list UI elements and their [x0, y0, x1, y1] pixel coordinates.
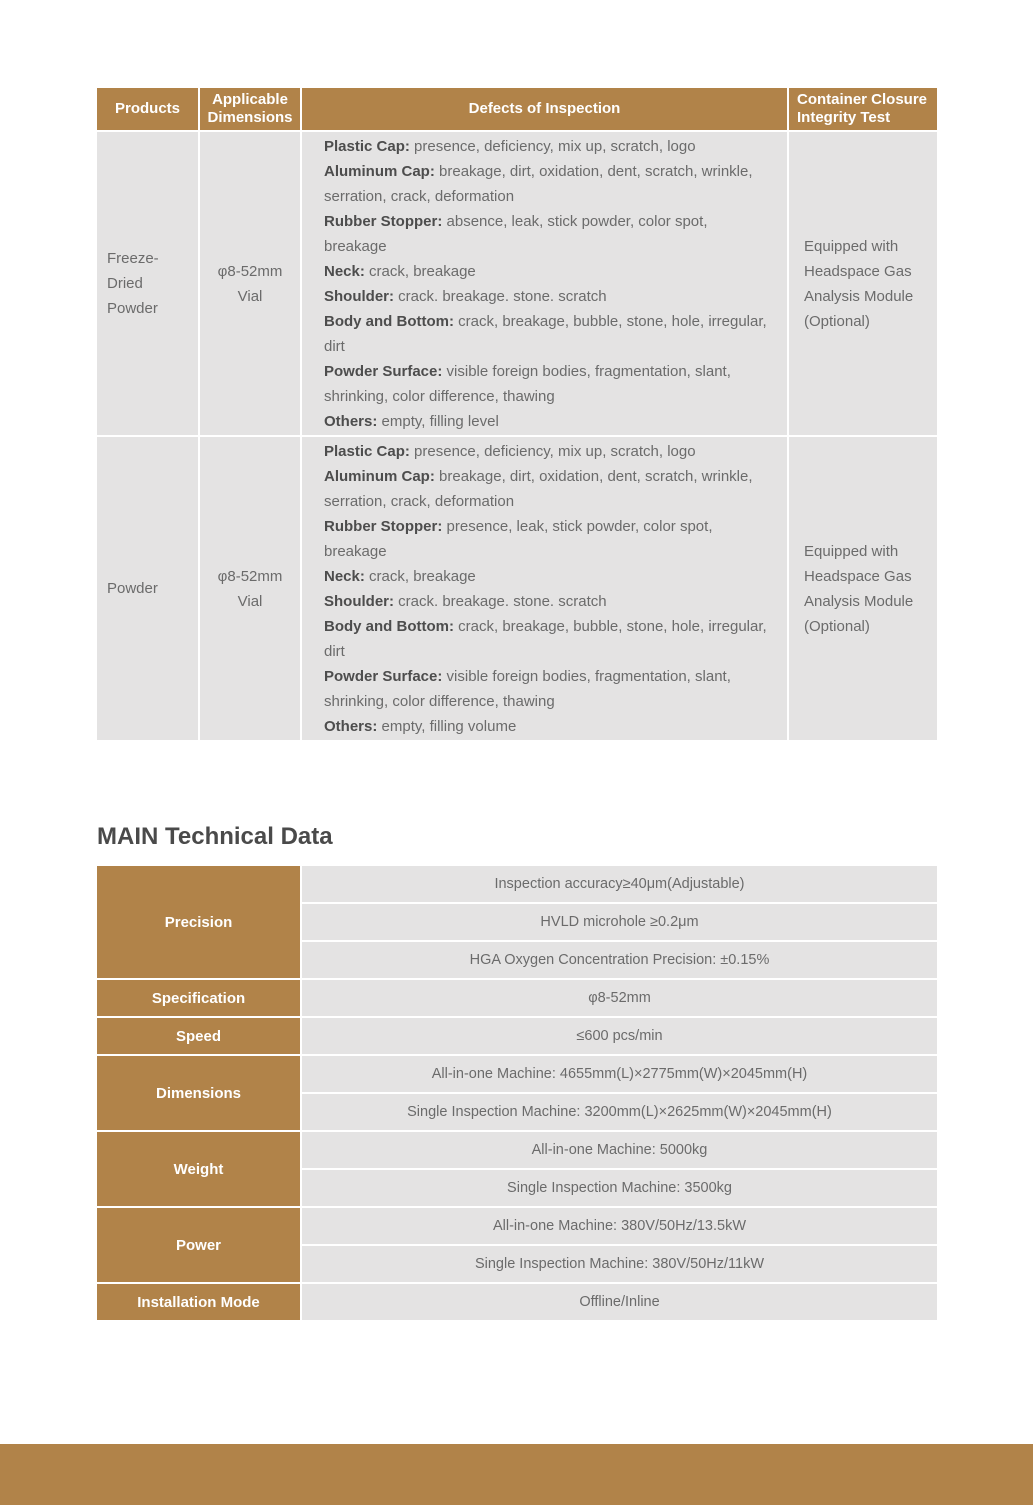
dimensions-cell	[200, 132, 300, 435]
defect-label: Rubber Stopper:	[324, 212, 443, 230]
tech-value: All-in-one Machine: 5000kg	[302, 1132, 937, 1168]
tech-label: Specification	[97, 980, 300, 1016]
product-cell	[97, 132, 198, 435]
defect-label: Plastic Cap:	[324, 137, 410, 155]
tech-values	[302, 866, 937, 978]
defect-item	[324, 359, 769, 409]
defect-text: crack, breakage, bubble, stone, hole, irregular, dirt	[324, 312, 767, 355]
defect-text: crack, breakage	[369, 567, 476, 585]
dimension-line: φ8-52mm	[217, 262, 283, 280]
header-products: Products	[97, 88, 198, 130]
defect-item	[324, 284, 769, 309]
defect-text: empty, filling level	[381, 412, 499, 430]
defect-item	[324, 614, 769, 664]
tech-values	[302, 1132, 937, 1206]
tech-label: Speed	[97, 1018, 300, 1054]
defect-item	[324, 409, 769, 434]
header-applicable-dimensions: Applicable Dimensions	[200, 88, 300, 130]
container-closure-text: Equipped with Headspace Gas Analysis Module (Optional)	[804, 237, 914, 330]
defect-label: Body and Bottom:	[324, 312, 454, 330]
defect-text: breakage, dirt, oxidation, dent, scratch, wrinkle, serration, crack, deformation	[324, 162, 753, 205]
tech-group	[97, 1208, 937, 1282]
dimension-line: Vial	[237, 287, 263, 305]
defect-text: crack. breakage. stone. scratch	[398, 592, 607, 610]
defect-item	[324, 259, 769, 284]
defect-text: visible foreign bodies, fragmentation, slant, shrinking, color difference, thawing	[324, 362, 731, 405]
defect-text: breakage, dirt, oxidation, dent, scratch, wrinkle, serration, crack, deformation	[324, 467, 753, 510]
defect-label: Others:	[324, 412, 378, 430]
tech-values	[302, 1208, 937, 1282]
tech-label: Precision	[97, 866, 300, 978]
defect-item	[324, 209, 769, 259]
tech-value: All-in-one Machine: 380V/50Hz/13.5kW	[302, 1208, 937, 1244]
tech-group	[97, 1284, 937, 1320]
tech-value: All-in-one Machine: 4655mm(L)×2775mm(W)×2045mm(H)	[302, 1056, 937, 1092]
tech-value: Inspection accuracy≥40μm(Adjustable)	[302, 866, 937, 902]
defect-label: Others:	[324, 717, 378, 735]
defect-item	[324, 309, 769, 359]
defect-item	[324, 564, 769, 589]
defect-label: Shoulder:	[324, 592, 394, 610]
page-title: MAIN Technical Data	[97, 823, 333, 850]
defect-text: crack, breakage	[369, 262, 476, 280]
defect-text: visible foreign bodies, fragmentation, slant, shrinking, color difference, thawing	[324, 667, 731, 710]
tech-value: HVLD microhole ≥0.2μm	[302, 904, 937, 940]
container-closure-cell	[789, 437, 937, 740]
tech-group	[97, 1056, 937, 1130]
tech-value: Single Inspection Machine: 380V/50Hz/11kW	[302, 1246, 937, 1282]
defect-label: Rubber Stopper:	[324, 517, 443, 535]
defect-label: Neck:	[324, 262, 365, 280]
tech-values	[302, 1018, 937, 1054]
tech-value: φ8-52mm	[302, 980, 937, 1016]
defect-label: Neck:	[324, 567, 365, 585]
defect-label: Body and Bottom:	[324, 617, 454, 635]
defect-item	[324, 439, 769, 464]
tech-value: ≤600 pcs/min	[302, 1018, 937, 1054]
tech-label: Weight	[97, 1132, 300, 1206]
defect-label: Aluminum Cap:	[324, 467, 435, 485]
technical-data-table	[97, 866, 937, 1320]
defect-item	[324, 664, 769, 714]
tech-label: Installation Mode	[97, 1284, 300, 1320]
tech-group	[97, 866, 937, 978]
tech-value: Single Inspection Machine: 3200mm(L)×2625mm(W)×2045mm(H)	[302, 1094, 937, 1130]
header-container-closure-integrity-test: Container Closure Integrity Test	[789, 88, 937, 130]
defect-text: presence, leak, stick powder, color spot, breakage	[324, 517, 713, 560]
defect-item	[324, 134, 769, 159]
product-cell	[97, 437, 198, 740]
tech-values	[302, 1284, 937, 1320]
defect-label: Shoulder:	[324, 287, 394, 305]
defect-item	[324, 589, 769, 614]
product-name: Powder	[107, 580, 158, 597]
defects-cell	[302, 437, 787, 740]
defect-label: Powder Surface:	[324, 362, 443, 380]
product-name: Freeze-Dried Powder	[107, 250, 159, 317]
defect-text: presence, deficiency, mix up, scratch, logo	[414, 442, 696, 460]
tech-value: Offline/Inline	[302, 1284, 937, 1320]
tech-label: Power	[97, 1208, 300, 1282]
tech-value: Single Inspection Machine: 3500kg	[302, 1170, 937, 1206]
tech-values	[302, 1056, 937, 1130]
tech-values	[302, 980, 937, 1016]
defect-label: Powder Surface:	[324, 667, 443, 685]
container-closure-text: Equipped with Headspace Gas Analysis Module (Optional)	[804, 542, 914, 635]
dimension-line: φ8-52mm	[217, 567, 283, 585]
defect-text: empty, filling volume	[381, 717, 517, 735]
header-defects-of-inspection: Defects of Inspection	[302, 88, 787, 130]
defect-label: Aluminum Cap:	[324, 162, 435, 180]
defect-text: crack. breakage. stone. scratch	[398, 287, 607, 305]
defect-item	[324, 714, 769, 739]
inspection-table	[97, 88, 937, 740]
container-closure-cell	[789, 132, 937, 435]
defect-item	[324, 159, 769, 209]
tech-group	[97, 1018, 937, 1054]
defect-item	[324, 464, 769, 514]
page-content	[97, 88, 937, 1320]
tech-group	[97, 980, 937, 1016]
tech-value: HGA Oxygen Concentration Precision: ±0.15%	[302, 942, 937, 978]
dimensions-cell	[200, 437, 300, 740]
defect-text: crack, breakage, bubble, stone, hole, irregular, dirt	[324, 617, 767, 660]
defects-cell	[302, 132, 787, 435]
defect-text: absence, leak, stick powder, color spot, breakage	[324, 212, 708, 255]
dimension-line: Vial	[237, 592, 263, 610]
defect-item	[324, 514, 769, 564]
defect-text: presence, deficiency, mix up, scratch, logo	[414, 137, 696, 155]
tech-label: Dimensions	[97, 1056, 300, 1130]
defect-label: Plastic Cap:	[324, 442, 410, 460]
tech-group	[97, 1132, 937, 1206]
footer-accent-bar	[0, 1444, 1033, 1505]
